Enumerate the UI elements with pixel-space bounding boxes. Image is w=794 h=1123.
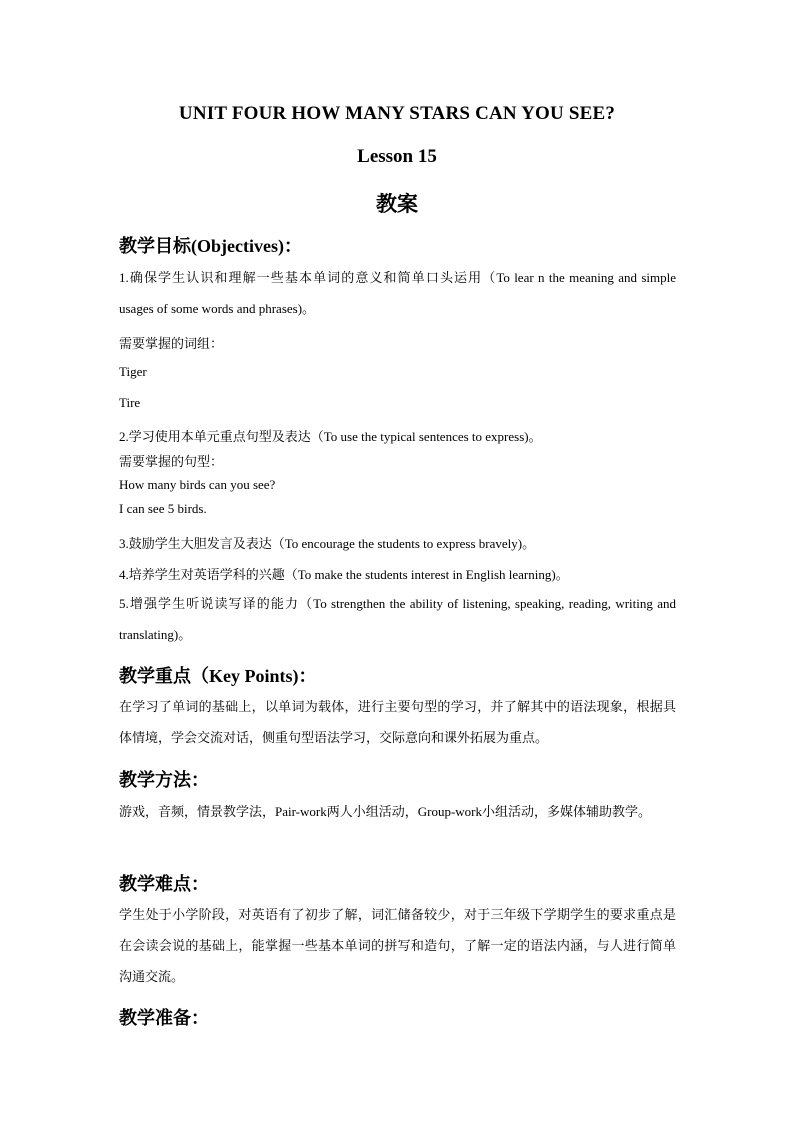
word-item: Tire <box>119 395 141 410</box>
difficulties-text: 学生处于小学阶段，对英语有了初步了解，词汇储备较少，对于三年级下学期学生的要求重点是在会读会说的基础上，能掌握一些基本单词的拼写和造句，了解一定的语法内涵，与人进行简单沟通交流。 <box>119 907 676 984</box>
sentences-label: 需要掌握的句型： <box>119 454 224 469</box>
objective-item-2: 2.学习使用本单元重点句型及表达（To use the typical sentences to express)。 <box>119 429 542 444</box>
methods-text: 游戏，音频，情景教学法，Pair-work两人小组活动，Group-work小组活动，多媒体辅助教学。 <box>119 804 651 819</box>
objectives-heading: 教学目标(Objectives)： <box>119 236 302 256</box>
objective-item-3: 3.鼓励学生大胆发言及表达（To encourage the students to express bravely)。 <box>119 536 536 551</box>
words-label: 需要掌握的词组： <box>119 336 224 351</box>
key-points-heading: 教学重点（Key Points)： <box>119 666 317 686</box>
objective-item-5: 5.增强学生听说读写译的能力（To strengthen the ability of listening, speaking, reading, writing and translating)。 <box>119 596 676 642</box>
preparation-heading: 教学准备： <box>119 1008 209 1028</box>
sentence-item: How many birds can you see? <box>119 477 276 492</box>
unit-title: UNIT FOUR HOW MANY STARS CAN YOU SEE? <box>178 103 616 124</box>
doc-type-title: 教案 <box>376 192 418 216</box>
objective-item-1: 1.确保学生认识和理解一些基本单词的意义和简单口头运用（To lear n the meaning and simple usages of some words and phrases)。 <box>119 270 676 316</box>
key-points-text: 在学习了单词的基础上，以单词为载体，进行主要句型的学习，并了解其中的语法现象，根据具体情境，学会交流对话，侧重句型语法学习，交际意向和课外拓展为重点。 <box>119 699 676 745</box>
objective-item-4: 4.培养学生对英语学科的兴趣（To make the students interest in English learning)。 <box>119 567 569 582</box>
sentence-item: I can see 5 birds. <box>119 501 207 516</box>
word-item: Tiger <box>119 364 147 379</box>
methods-heading: 教学方法： <box>119 770 209 790</box>
difficulties-heading: 教学难点： <box>119 874 209 894</box>
lesson-title: Lesson 15 <box>357 146 437 167</box>
